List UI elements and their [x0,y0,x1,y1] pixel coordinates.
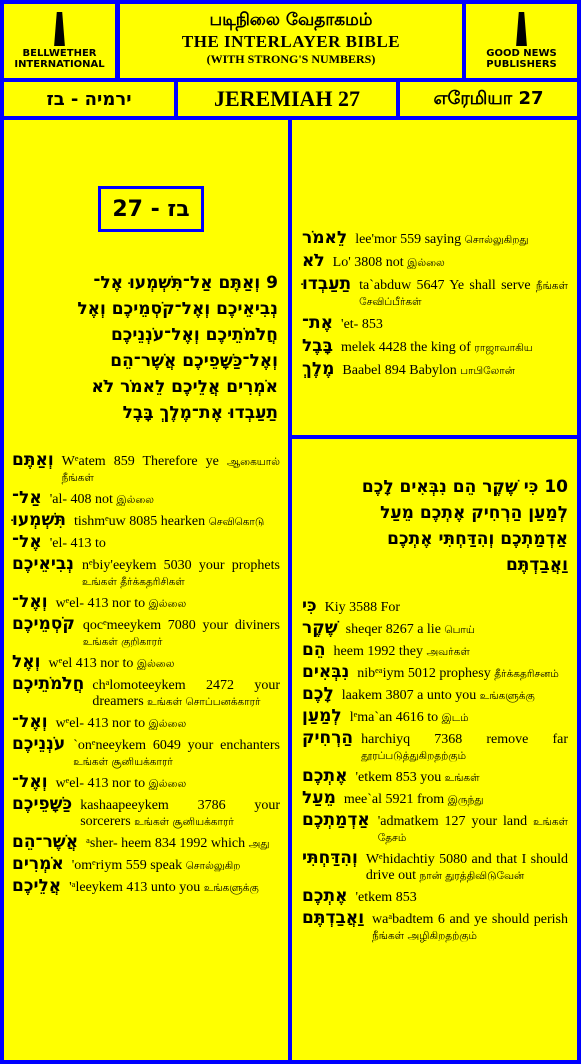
gloss-english: lee'mor 559 saying [355,232,462,247]
word-entry [12,774,280,792]
hebrew-word: אֲלֵיכֶם [12,876,62,896]
word-entry [12,594,280,612]
gloss-tamil: அவர்கள் [426,646,470,658]
gloss [92,678,280,710]
word-entry [302,664,568,682]
hebrew-word: אֹמְרִים [12,854,64,874]
word-entry [302,253,568,271]
gloss-english: wᵉel- 413 nor to [55,596,146,611]
hebrew-word: מֶלֶךְ [302,359,335,379]
hebrew-word: בָּבֶל [302,336,334,356]
hebrew-word: אַל־ [12,488,42,508]
word-entry [12,616,280,650]
hebrew-word: תִּשְׁמְעוּ [12,510,66,530]
gloss-tamil: உங்கள் தீர்க்கதரிசிகள் [81,576,185,588]
gloss-english: 'et- 853 [341,317,383,332]
gloss-tamil: இல்லை [148,718,187,730]
gloss-english: melek 4428 the king of [341,340,471,355]
gloss [74,514,280,530]
gloss [355,232,568,248]
word-entry [12,834,280,852]
word-entry [302,315,568,333]
word-entry [12,736,280,770]
hebrew-word: לֹא [302,251,325,271]
word-entry [302,338,568,356]
gloss-tamil: நீங்கள் அழிகிறதற்கும் [372,930,477,942]
verse-line: נְבִיאֵיכֶם וְאֶל־קֹסְמֵיכֶם וְאֶל [77,299,278,319]
gloss [56,716,280,732]
verse-line: אַדְמַתְכֶם וְהִדַּחְתִּי אֶתְכֶם [387,529,568,549]
verse-line: חֲלֹמֹתֵיכֶם וְאֶל־עֹנְנֵיכֶם [110,325,278,345]
word-entry [12,796,280,830]
gloss-tamil: தூரப்படுத்துகிறதற்கும் [361,750,467,762]
gloss-tamil: இல்லை [407,257,445,269]
word-entry [12,490,280,508]
gloss-tamil: உங்களுக்கு [203,882,259,894]
word-entry [302,790,568,808]
gloss-tamil: பாபிலோன் [460,365,515,377]
gloss-english: lᵉma`an 4616 to [349,710,439,725]
chapter-box: בז - 27 [98,186,204,232]
gloss-english: 'al- 408 not [49,492,113,507]
hebrew-word: לְמַעַן [302,706,342,726]
word-entry [302,768,568,786]
gloss [69,880,280,896]
gloss-english: nibᵉᵃiym 5012 prophesy [357,666,491,681]
gloss-english: kashaapeeykem 3786 your sorcerers [80,798,280,829]
gloss [344,792,568,808]
gloss-tamil: இல்லை [148,778,187,790]
hebrew-word: אֶתְכֶם [302,766,348,786]
word-entry [12,856,280,874]
gloss-english: 'omᵉriym 559 speak [71,858,183,873]
hebrew-word: חֲלֹמֹתֵיכֶם [12,674,85,694]
verse-line: אֹמְרִים אֲלֵיכֶם לֵאמֹר לֹא [91,377,278,397]
gloss-tamil: தீர்க்கதரிசனம் [494,668,559,680]
gloss [86,836,280,852]
gloss [359,278,568,310]
hebrew-word: נְבִיאֵיכֶם [12,554,74,574]
subtitle: (WITH STRONG'S NUMBERS) [206,52,376,66]
gloss-english: 'etkem 853 you [355,770,442,785]
word-entry [302,361,568,379]
gloss [325,600,568,616]
hebrew-word: כִּי [302,596,317,616]
gloss [50,536,280,552]
gloss-english: tishmᵉuw 8085 hearken [73,514,206,529]
hebrew-word: וַאֲבַדְתֶּם [302,908,365,928]
gloss-tamil: அது [248,838,270,850]
gloss [355,770,568,786]
gloss-tamil: சொல்லுகிற [185,860,241,872]
gloss [341,317,568,333]
gloss [357,666,568,682]
gloss-tamil: உங்கள் குறிகாரர் [82,636,163,648]
hebrew-word: וְאֶל־ [12,592,48,612]
gloss [342,363,568,379]
word-entry [12,714,280,732]
hebrew-word: כַּשָּׁפֵיכֶם [12,794,73,814]
word-entry [12,556,280,590]
word-entry [302,230,568,248]
gloss-tamil: ஆகையால் நீங்கள் [61,456,281,484]
gloss [50,492,280,508]
gloss [72,858,280,874]
tower-icon [51,12,69,46]
verse-line: וְאֶל־כַּשָּׁפֵיכֶם אֲשֶׁר־הֵם [110,351,278,371]
hebrew-word: הֵם [302,640,326,660]
gloss-english: nᵉbiy'eeykem 5030 your prophets [81,558,280,573]
gloss-english: 'admatkem 127 your land [377,814,528,829]
verse-line: לְמַעַן הַרְחִיק אֶתְכֶם מֵעַל [380,503,568,523]
hebrew-word: קֹסְמֵיכֶם [12,614,75,634]
gloss-tamil: இல்லை [136,658,175,670]
gloss-tamil: செவிகொடு [208,516,265,528]
gloss-english: `onᵉneeykem 6049 your enchanters [73,738,280,753]
gloss-tamil: ராஜாவாகிய [474,342,533,354]
hebrew-word: עֹנְנֵיכֶם [12,734,66,754]
word-entry [302,910,568,944]
gloss [56,776,280,792]
gloss [73,738,280,770]
hebrew-word: מֵעַל [302,788,336,808]
gloss [355,890,568,906]
gloss-english: 'etkem 853 [355,890,417,905]
gloss-tamil: இருந்து [447,794,484,806]
gloss [49,656,281,672]
right-top-word-list [302,230,568,384]
word-entry [302,850,568,884]
gloss-english: 'el- 413 to [49,536,106,551]
right-logo-text: GOOD NEWS PUBLISHERS [486,48,557,70]
gloss [83,618,280,650]
gloss-english: heem 1992 they [333,644,423,659]
gloss-english: Kiy 3588 For [324,600,401,615]
gloss-tamil: உங்கள் சூனியக்காரர் [134,816,234,828]
word-entry [302,620,568,638]
word-entry [302,730,568,764]
gloss-english: Baabel 894 Babylon [342,363,457,378]
gloss-english: qocᵉmeeykem 7080 your diviners [82,618,280,633]
gloss-english: Wᵉhidachtiy 5080 and that I should drive out [365,852,568,883]
tamil-book-title: எரேமியா 27 [400,82,577,116]
hebrew-word: הַרְחִיק [302,728,354,748]
word-entry [12,878,280,896]
gloss [82,558,280,590]
verse-line: וַאֲבַדְתֶּם [505,555,568,575]
verse-10-hebrew [302,474,568,578]
title-panel [120,4,462,78]
gloss-english: 'ᵃleeykem 413 unto you [69,880,201,895]
gloss [342,688,568,704]
gloss-tamil: இல்லை [116,494,154,506]
gloss-english: sheqer 8267 a lie [345,622,441,637]
gloss [378,814,568,846]
hebrew-word: וְאַתֶּם [12,450,54,470]
verse-line: 9 וְאַתֶּם אַל־תִּשְׁמְעוּ אֶל־ [93,273,278,293]
hebrew-word: אֶתְכֶם [302,886,348,906]
english-book-title: JEREMIAH 27 [178,82,396,116]
gloss-english: waᵃbadtem 6 and ye should perish [372,912,568,927]
gloss-tamil: உங்களுக்கு [479,690,535,702]
gloss-tamil: உங்கள் [444,772,480,784]
gloss [333,255,568,271]
gloss-english: chᵃlomoteeykem 2472 your dreamers [92,678,280,709]
gloss [334,644,568,660]
tower-icon [513,12,531,46]
left-logo-panel [4,4,115,78]
gloss [80,798,280,830]
gloss-tamil: நான் துரத்திவிடுவேன் [419,870,525,882]
verse-line: 10 כִּי שֶׁקֶר הֵם נִבְּאִים לָכֶם [361,477,568,497]
gloss-tamil: சொல்லுகிறது [464,234,529,246]
word-entry [302,812,568,846]
hebrew-word: וְאֶל־ [12,712,48,732]
hebrew-word: שֶׁקֶר [302,618,338,638]
hebrew-word: תַעַבְדוּ [302,274,352,294]
word-entry [12,534,280,552]
gloss-english: Lo' 3808 not [332,255,404,270]
word-entry [302,708,568,726]
title-english: THE INTERLAYER BIBLE [181,32,401,51]
verse-9-hebrew [12,270,278,426]
hebrew-word: אַדְמַתְכֶם [302,810,370,830]
word-entry [302,642,568,660]
gloss-english: Wᵉatem 859 Therefore ye [61,454,219,469]
word-entry [12,512,280,530]
gloss [56,596,280,612]
gloss [62,454,280,486]
gloss-english: wᵉel- 413 nor to [55,716,146,731]
hebrew-word: אֶל־ [12,532,42,552]
hebrew-word: לָכֶם [302,684,334,704]
gloss [372,912,568,944]
word-entry [302,598,568,616]
word-entry [302,686,568,704]
word-entry [302,276,568,310]
gloss-english: ᵃsher- heem 834 1992 which [86,836,246,851]
right-logo-panel [466,4,577,78]
gloss [341,340,568,356]
gloss-tamil: இடம் [441,712,469,724]
gloss-tamil: உங்கள் தேசம் [377,816,569,844]
gloss [346,622,568,638]
left-logo-text: BELLWETHER INTERNATIONAL [14,48,105,70]
gloss-english: mee`al 5921 from [343,792,445,807]
hebrew-word: וְאֶל־ [12,772,48,792]
gloss-english: wᵉel 413 nor to [48,656,134,671]
left-word-list [12,452,280,900]
hebrew-word: וְהִדַּחְתִּי [302,848,358,868]
title-tamil: படிநிலை வேதாகமம் [209,10,373,30]
word-entry [12,654,280,672]
verse-line: תַעַבְדוּ אֶת־מֶלֶךְ בָּבֶל [122,403,278,423]
word-entry [12,452,280,486]
hebrew-word: אֶת־ [302,313,334,333]
gloss-english: laakem 3807 a unto you [341,688,477,703]
word-entry [12,676,280,710]
hebrew-word: אֲשֶׁר־הֵם [12,832,79,852]
gloss [350,710,568,726]
gloss-english: wᵉel- 413 nor to [55,776,146,791]
hebrew-word: לֵאמֹר [302,228,348,248]
gloss [366,852,568,884]
right-bottom-word-list [302,598,568,948]
gloss-tamil: இல்லை [148,598,187,610]
hebrew-word: וְאֶל [12,652,41,672]
word-entry [302,888,568,906]
hebrew-book-title: ירמיה - בז [4,82,174,116]
gloss-english: ta`abduw 5647 Ye shall serve [359,278,531,293]
gloss-tamil: உங்கள் சொப்பனக்காரர் [147,696,261,708]
gloss [361,732,568,764]
hebrew-word: נִבְּאִים [302,662,350,682]
gloss-tamil: பொய் [444,624,475,636]
gloss-tamil: நீங்கள் சேவிப்பீர்கள் [359,280,568,308]
gloss-tamil: உங்கள் சூனியக்காரர் [73,756,173,768]
gloss-english: harchiyq 7368 remove far [361,732,568,747]
